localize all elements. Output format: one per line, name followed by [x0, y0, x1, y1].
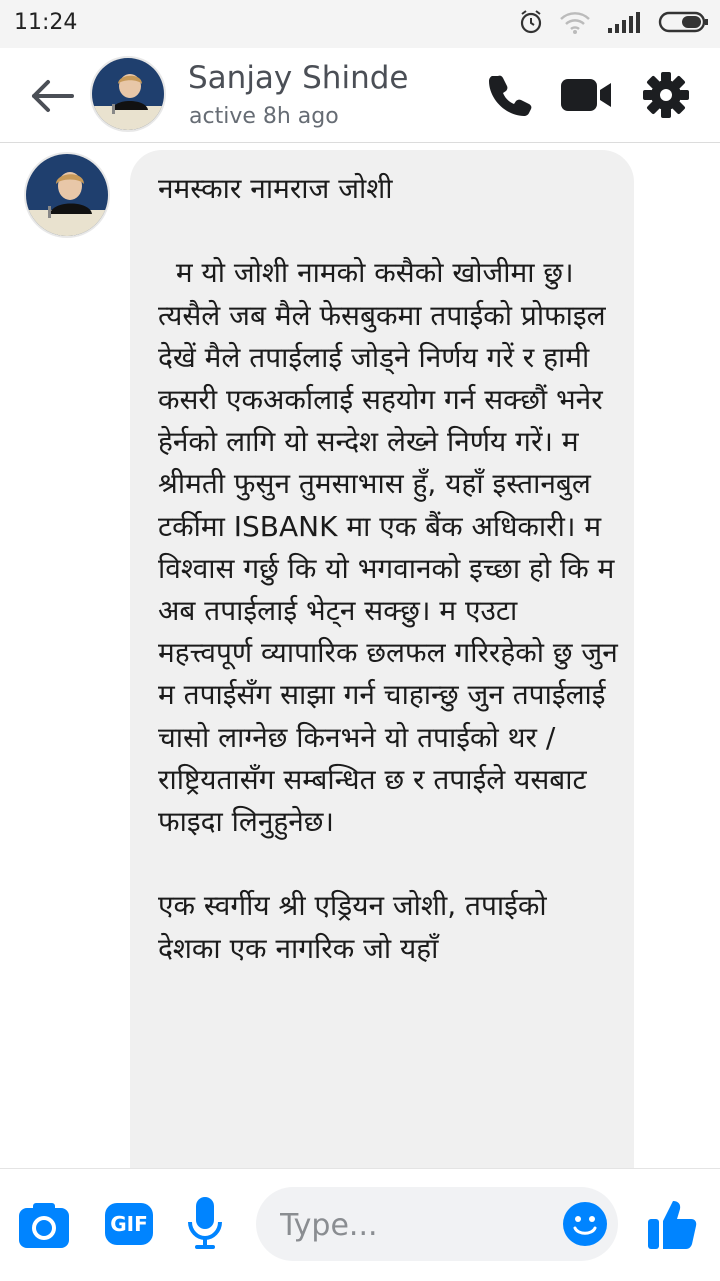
voice-record-button[interactable] [184, 1195, 226, 1253]
wifi-icon [558, 9, 592, 39]
video-camera-icon [559, 73, 615, 117]
status-bar [0, 0, 720, 48]
avatar-photo [92, 58, 164, 130]
like-button[interactable] [644, 1195, 700, 1253]
sender-avatar[interactable] [24, 152, 110, 238]
signal-icon [606, 9, 644, 39]
message-paragraph: म यो जोशी नामको कसैको खोजीमा छु। त्यसैले जब मैले फेसबुकमा तपाईको प्रोफाइल देखें मैले तपाईलाई जोड्ने निर्णय गरें र हामी कसरी एकअर्कालाई सहयोग गर्न सक्छौं भनेर हेर्नको लागि यो सन्देश लेख्ने निर्णय गरें। म श्रीमती फुसुन तुमसाभास हुँ, यहाँ इस्तानबुल टर्कीमा ISBANK मा एक बैंक अधिकारी। म विश्वास गर्छु कि यो भगवानको इच्छा हो कि म अब तपाईलाई भेट्न सक्छु। म एउटा महत्त्वपूर्ण व्यापारिक छलफल गरिरहेको छु जुन म तपाईसँग साझा गर्न चाहान्छु जुन तपाईलाई चासो लाग्नेछ किनभने यो तपाईको थर / राष्ट्रियतासँग सम्बन्धित छ र तपाईले यसबाट फाइदा लिनुहुनेछ। [158, 256, 627, 839]
emoji-button[interactable] [562, 1201, 608, 1247]
conversation-header [0, 48, 720, 143]
back-button[interactable] [26, 74, 78, 118]
status-icons [518, 8, 710, 40]
video-call-button[interactable] [558, 70, 616, 120]
message-input[interactable] [278, 1199, 552, 1251]
settings-button[interactable] [640, 70, 692, 120]
message-input-container[interactable] [256, 1187, 618, 1261]
message-composer [0, 1168, 720, 1281]
sender-avatar-photo [26, 154, 108, 236]
emoji-icon [562, 1201, 608, 1247]
back-arrow-icon [26, 74, 78, 118]
message-text [158, 168, 627, 970]
battery-icon [658, 9, 710, 39]
gear-icon [641, 70, 691, 120]
message-greeting: नमस्कार नामराज जोशी [158, 172, 393, 205]
message-bubble[interactable] [130, 150, 634, 1190]
gif-icon [105, 1203, 153, 1245]
camera-button[interactable] [16, 1199, 72, 1251]
alarm-icon [518, 9, 544, 39]
gif-label: GIF [110, 1212, 148, 1236]
contact-name[interactable]: Sanjay Shinde [188, 60, 409, 96]
voice-call-button[interactable] [484, 70, 536, 120]
message-paragraph: एक स्वर्गीय श्री एड्रियन जोशी, तपाईको देशका एक नागरिक जो यहाँ [158, 889, 556, 965]
contact-avatar[interactable] [90, 56, 166, 132]
contact-active-status: active 8h ago [189, 104, 339, 129]
phone-icon [486, 71, 534, 119]
microphone-icon [187, 1195, 223, 1253]
thumbs-up-icon [646, 1197, 698, 1251]
camera-icon [17, 1200, 71, 1250]
gif-button[interactable] [104, 1201, 154, 1247]
status-time: 11:24 [14, 10, 78, 35]
